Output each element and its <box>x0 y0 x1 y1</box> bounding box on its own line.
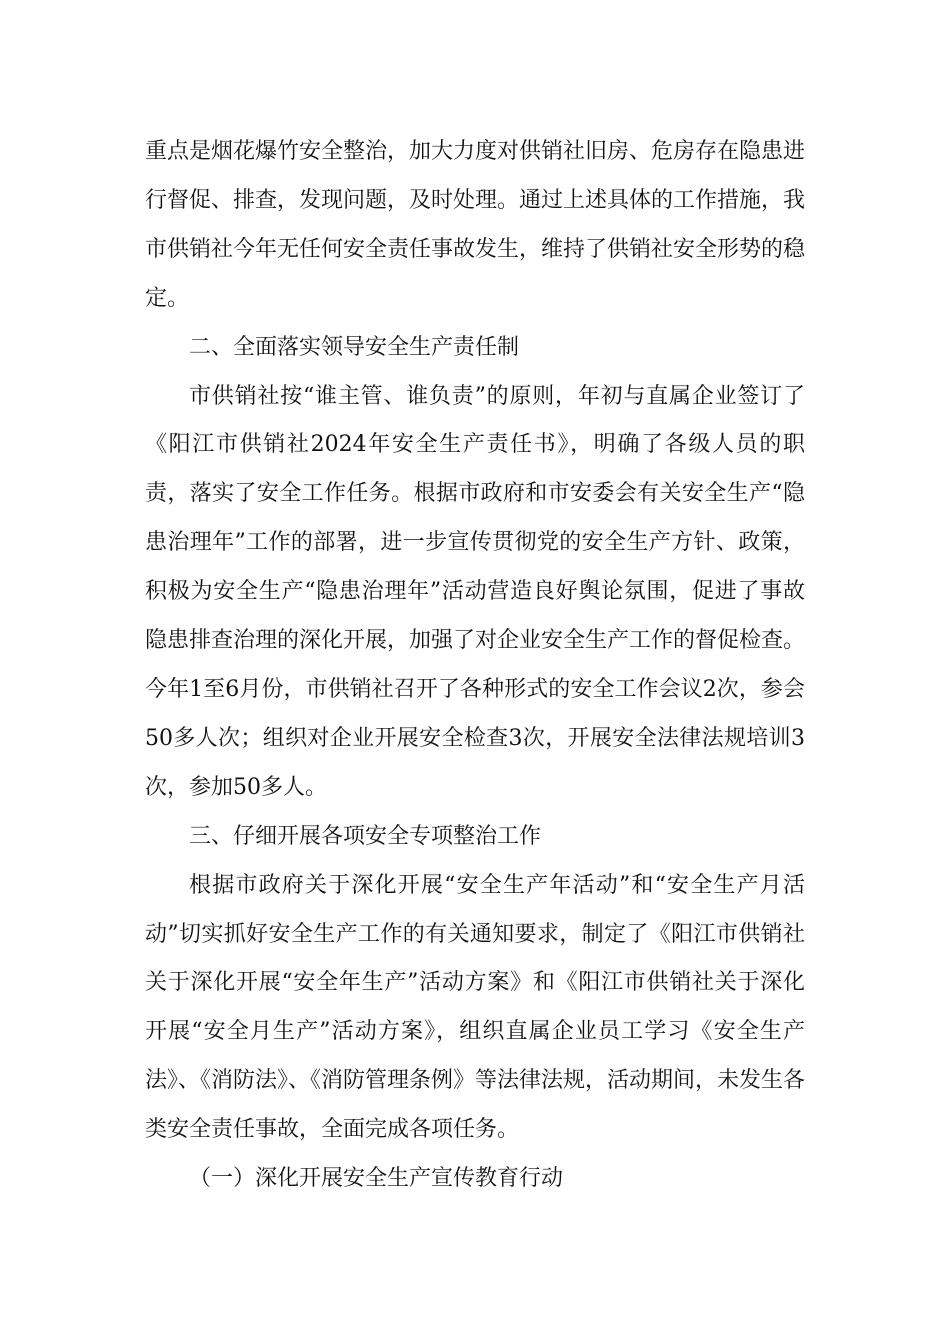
paragraph-hazard-rectification: 重点是烟花爆竹安全整治，加大力度对供销社旧房、危房存在隐患进行督促、排查，发现问题，及时处理。通过上述具体的工作措施，我市供销社今年无任何安全责任事故发生，维持了供销社安全形势的稳定。 <box>145 139 806 311</box>
subsection-heading-publicity-education: （一）深化开展安全生产宣传教育行动 <box>189 1166 564 1192</box>
document-body <box>145 128 805 1204</box>
section-heading-leadership-responsibility: 二、全面落实领导安全生产责任制 <box>189 334 520 360</box>
paragraph-responsibility-system: 市供销社按“谁主管、谁负责”的原则，年初与直属企业签订了《阳江市供销社2024年安全生产责任书》，明确了各级人员的职责，落实了安全工作任务。根据市政府和市安委会有关安全生产“隐患治理年”工作的部署，进一步宣传贯彻党的安全生产方针、政策，积极为安全生产“隐患治理年”活动营造良好舆论氛围，促进了事故隐患排查治理的深化开展，加强了对企业安全生产工作的督促检查。今年1至6月份，市供销社召开了各种形式的安全工作会议2次，参会50多人次；组织对企业开展安全检查3次，开展安全法律法规培训3次，参加50多人。 <box>145 383 806 800</box>
section-heading-special-rectification: 三、仔细开展各项安全专项整治工作 <box>189 823 542 849</box>
paragraph-special-campaigns: 根据市政府关于深化开展“安全生产年活动”和“安全生产月活动”切实抓好安全生产工作的有关通知要求，制定了《阳江市供销社关于深化开展“安全年生产”活动方案》和《阳江市供销社关于深化开展“安全月生产”活动方案》，组织直属企业员工学习《安全生产法》、《消防法》、《消防管理条例》等法律法规，活动期间，未发生各类安全责任事故，全面完成各项任务。 <box>145 872 806 1143</box>
